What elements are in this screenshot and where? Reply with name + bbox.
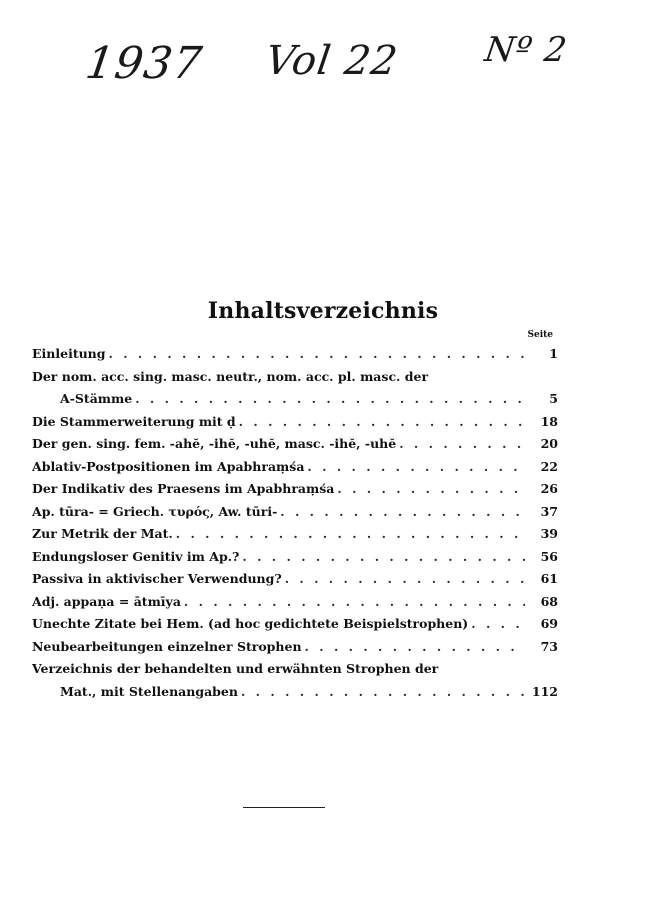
end-rule xyxy=(243,807,325,808)
toc-entry-title: Ablativ-Postpositionen im Apabhraṃśa xyxy=(32,458,305,474)
toc-entry-title: Unechte Zitate bei Hem. (ad hoc gedichtete Beispielstrophen) xyxy=(32,616,469,631)
handwritten-volume: Vol 22 xyxy=(262,38,401,84)
leader-dots xyxy=(399,433,525,456)
toc-entry-gen-sing xyxy=(32,433,558,456)
table-of-contents xyxy=(32,343,558,703)
toc-entry-page: 69 xyxy=(540,616,558,631)
leader-dots xyxy=(471,613,525,636)
toc-entry-page: 39 xyxy=(540,526,558,541)
leader-dots xyxy=(242,546,525,569)
toc-entry-title-line1: Verzeichnis der behandelten und erwähnten Strophen der xyxy=(32,661,439,676)
toc-entry-page: 1 xyxy=(549,346,558,361)
leader-dots xyxy=(307,456,525,479)
toc-entry-title: Neubearbeitungen einzelner Strophen xyxy=(32,638,302,654)
toc-entry-passiva xyxy=(32,568,558,591)
toc-entry-page: 20 xyxy=(540,436,558,451)
toc-entry-title-line1: Der nom. acc. sing. masc. neutr., nom. acc. pl. masc. der xyxy=(32,368,429,384)
toc-entry-a-staemme xyxy=(32,366,558,411)
leader-dots xyxy=(285,568,525,591)
toc-entry-page: 26 xyxy=(540,481,558,496)
toc-entry-page: 73 xyxy=(540,638,558,654)
toc-entry-page: 68 xyxy=(540,593,558,609)
toc-entry-title: Zur Metrik der Mat. xyxy=(32,526,173,541)
toc-entry-title: Der gen. sing. fem. -ahĕ, -ihĕ, -uhĕ, masc. -ihĕ, -uhĕ xyxy=(32,436,397,451)
toc-entry-title: Einleitung xyxy=(32,346,106,361)
toc-entry-page: 112 xyxy=(531,683,558,699)
toc-entry-title: Mat., mit Stellenangaben xyxy=(60,683,238,699)
toc-entry-title: Passiva in aktivischer Verwendung? xyxy=(32,571,282,586)
toc-entry-ablativ xyxy=(32,456,558,479)
toc-entry-einleitung xyxy=(32,343,558,366)
leader-dots xyxy=(135,388,525,411)
toc-entry-page: 61 xyxy=(540,571,558,586)
leader-dots xyxy=(109,343,525,366)
page-title: Inhaltsverzeichnis xyxy=(207,298,439,324)
toc-entry-title: Endungsloser Genitiv im Ap.? xyxy=(32,548,240,564)
toc-entry-zitate xyxy=(32,613,558,636)
toc-entry-page: 18 xyxy=(540,413,558,429)
toc-entry-title: Der Indikativ des Praesens im Apabhraṃśa xyxy=(32,481,335,496)
leader-dots xyxy=(239,411,525,434)
toc-entry-verzeichnis xyxy=(32,658,558,703)
leader-dots xyxy=(305,636,525,659)
toc-entry-neubearbeitungen xyxy=(32,636,558,659)
leader-dots xyxy=(241,681,525,704)
toc-entry-tura xyxy=(32,501,558,524)
toc-entry-indikativ xyxy=(32,478,558,501)
leader-dots xyxy=(176,523,525,546)
page-column-label: Seite xyxy=(527,330,553,340)
toc-entry-page: 56 xyxy=(540,548,558,564)
toc-entry-appana xyxy=(32,591,558,614)
toc-entry-title: Adj. appaṇa = ātmīya xyxy=(32,593,181,609)
toc-entry-page: 22 xyxy=(540,458,558,474)
leader-dots xyxy=(280,501,525,524)
handwritten-number: Nº 2 xyxy=(482,30,570,70)
toc-entry-title: Die Stammerweiterung mit ḍ xyxy=(32,413,236,429)
toc-entry-stammerweiterung xyxy=(32,411,558,434)
toc-entry-title: A-Stämme xyxy=(60,391,133,406)
leader-dots xyxy=(337,478,525,501)
toc-entry-page: 5 xyxy=(549,391,558,406)
toc-entry-page: 37 xyxy=(540,503,558,519)
handwritten-year: 1937 xyxy=(82,38,206,89)
toc-entry-genitiv xyxy=(32,546,558,569)
toc-entry-title: Ap. tūra- = Griech. τυρός, Aw. tūri- xyxy=(32,503,278,519)
toc-entry-metrik xyxy=(32,523,558,546)
leader-dots xyxy=(184,591,525,614)
